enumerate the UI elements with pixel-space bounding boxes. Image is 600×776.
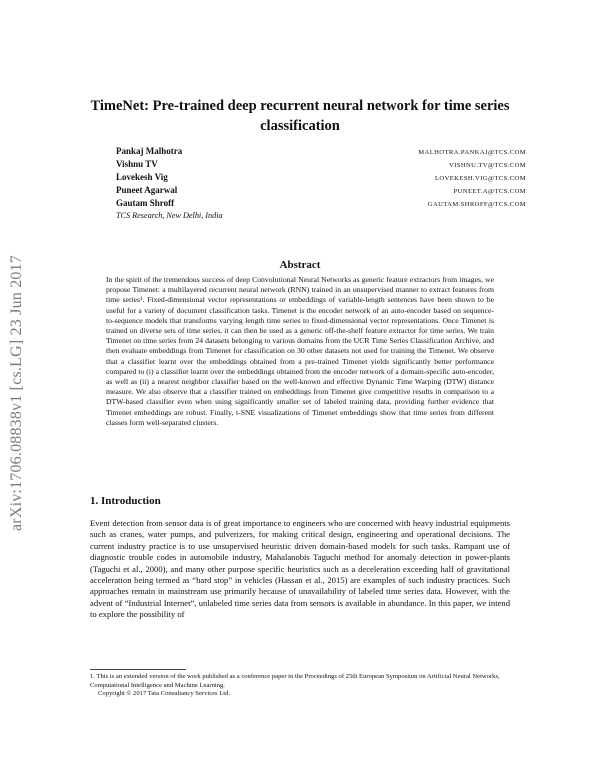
author-name: Gautam Shroff <box>116 198 175 208</box>
footnote-text: 1. This is an extended version of the work published as a conference paper in the Proceedings of 25th European Symposium on Artificial Neural Networks, Computational Intelligence and Machine Learning. <box>90 673 500 689</box>
author-row <box>116 198 526 211</box>
abstract-text: In the spirit of the tremendous success of deep Convolutional Neural Networks as generic feature extractors from images, we propose Timenet: a multilayered recurrent neural network (RNN) trained in an unsupervised manner to extract features from time series¹. Fixed-dimensional vector representations or embeddings of variable-length sentences have been shown to be useful for a variety of document classification tasks. Timenet is the encoder network of an auto-encoder based on sequence-to-sequence models that transforms varying length time series to fixed-dimensional vector representations. Once Timenet is trained on diverse sets of time series, it can then be used as a generic off-the-shelf feature extractor for time series. We train Timenet on time series from 24 datasets belonging to various domains from the UCR Time Series Classification Archive, and then evaluate embeddings from Timenet for classification on 30 other datasets not used for training the Timenet. We observe that a classifier learnt over the embeddings obtained from a pre-trained Timenet yields significantly better performance compared to (i) a classifier learnt over the embeddings obtained from the encoder network of a domain-specific auto-encoder, as well as (ii) a nearest neighbor classifier based on the well-known and effective Dynamic Time Warping (DTW) distance measure. We also observe that a classifier trained on embeddings from Timenet give competitive results in comparison to a DTW-based classifier even when using significantly smaller set of labeled training data, providing further evidence that Timenet embeddings are robust. Finally, t-SNE visualizations of Timenet embeddings show that time series from different classes form well-separated clusters. <box>106 275 494 427</box>
author-email: LOVEKESH.VIG@TCS.COM <box>434 175 526 182</box>
footnote-divider <box>90 669 186 670</box>
copyright-notice: Copyright © 2017 Tata Consultancy Services Ltd. <box>98 690 231 698</box>
author-row <box>116 172 526 185</box>
introduction-text: Event detection from sensor data is of great importance to engineers who are concerned with heavy industrial equipments such as cranes, water pumps, and pulverizers, for making critical design, engineering and operational decisions. The current industry practice is to use unsupervised heuristic driven domain-based models for such tasks. Rampant use of diagnostic trouble codes in automobile industry, Mahalanobis Taguchi method for anomaly detection in power-plants (Taguchi et al., 2000), and many other purpose specific heuristics such as a deceleration exceeding half of gravitational acceleration being termed as “hard stop” in vehicles (Hassan et al., 2015) are examples of such industry practices. Such approaches remain in mainstream use primarily because of unavailability of labeled time series data. However, with the advent of “Industrial Internet”, unlabeled time series data from sensors is available in abundance. In this paper, we intend to explore the possibility of <box>90 518 510 620</box>
author-name: Pankaj Malhotra <box>116 146 183 156</box>
author-email: VISHNU.TV@TCS.COM <box>449 162 526 169</box>
arxiv-identifier <box>6 215 28 570</box>
author-email: MALHOTRA.PANKAJ@TCS.COM <box>418 149 526 156</box>
author-block <box>116 146 526 220</box>
author-row <box>116 146 526 159</box>
author-name: Puneet Agarwal <box>116 185 178 195</box>
arxiv-identifier-text: arXiv:1706.08838v1 [cs.LG] 23 Jun 2017 <box>8 254 26 531</box>
author-row <box>116 185 526 198</box>
paper-title: TimeNet: Pre-trained deep recurrent neural network for time series classification <box>90 98 510 134</box>
author-name: Vishnu TV <box>116 159 158 169</box>
affiliation: TCS Research, New Delhi, India <box>116 211 223 220</box>
author-row <box>116 159 526 172</box>
author-email: PUNEET.A@TCS.COM <box>453 188 526 195</box>
author-email: GAUTAM.SHROFF@TCS.COM <box>427 201 526 208</box>
abstract-heading: Abstract <box>279 259 321 271</box>
section-heading-introduction: 1. Introduction <box>90 495 161 507</box>
author-name: Lovekesh Vig <box>116 172 168 182</box>
footnote <box>90 673 510 699</box>
